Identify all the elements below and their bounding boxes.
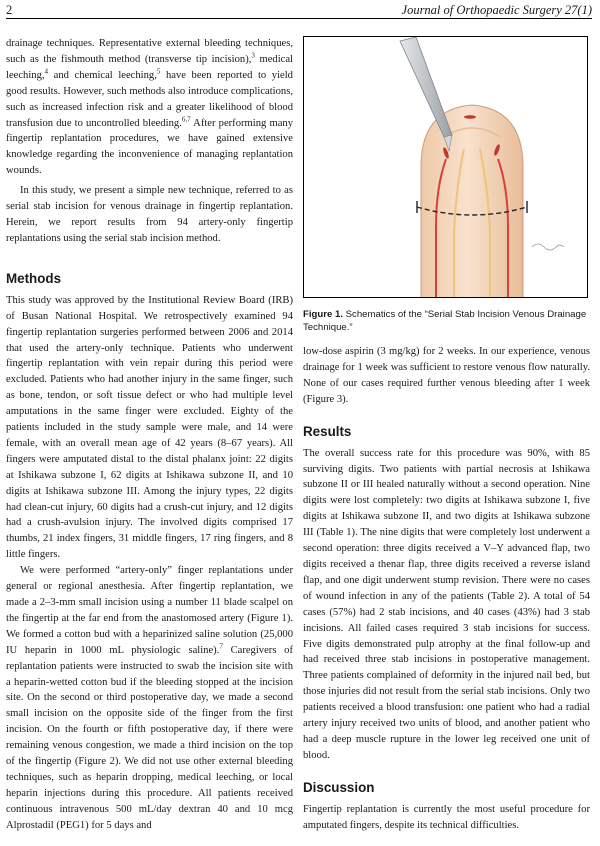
scalpel-icon xyxy=(400,37,452,151)
methods-paragraph-2 xyxy=(6,563,293,833)
discussion-heading: Discussion xyxy=(303,779,375,795)
finger-schematic-illustration xyxy=(304,37,588,298)
intro-paragraph-1 xyxy=(6,36,293,179)
citation-superscript: 4 xyxy=(44,67,49,76)
citation-superscript: 3 xyxy=(251,51,255,60)
text-segment: After performing many fingertip replantation procedures, we have gained extensive knowledge regarding the inconvenience of managing replantation wounds. xyxy=(6,117,293,177)
citation-superscript: 6,7 xyxy=(181,115,191,123)
results-paragraph-1: The overall success rate for this procedure was 90%, with 85 surviving digits. Two patients with partial necrosis at Ishikawa subzone II or III healed naturally without a second operation. Nine digits were lost completely: two digits at Ishikawa subzone I, five digits at Ishikawa subzone II, and two digits at Ishikawa subzone III (Table 1). The nine digits that were completely lost underwent a second operation: three digits received a V–Y advanced flap, two digits received a thenar flap, three digits received a reverse island flap, and one digit underwent stump revision. There were no cases of wound infection in any of the patients (Table 2). A total of 54 cases (57%) had 2 stab incisions, and 40 cases (43%) had 3 stab incisions. All failed cases required 3 stab incisions for success. Five digits demonstrated pulp atrophy at the final follow-up and had received three stab incisions in postoperative management. Three patients complained of deformity in the injured nail bed, but those injuries did not result from the serial stab incisions. Only two patients received a blood transfusion: one patient who had a radial artery injury received two units of blood, and another patient who had a deep muscle rupture in the lower leg received one unit of blood. xyxy=(303,447,590,761)
page-number: 2 xyxy=(6,3,13,17)
methods-paragraph-1: This study was approved by the Institutional Review Board (IRB) of Busan National Hospital. We retrospectively examined 94 fingertip replantation surgeries performed between 2006 and 2014 that used the artery-only technique. Patients who underwent fingertip replantation with vein repair during this period were excluded. Patients who had another injury in the same finger, such as bone, tendon, or soft tissue defect or who had multiple level amputations in the same finger were excluded. Eighty of the patients included in the study sample were male, and 14 were female, with an overall mean age of 42 years (8–67 years). All fingers were amputated distal to the distal phalanx joint: 22 digits at Ishikawa subzone I, 62 digits at Ishikawa subzone II, and 10 digits at Ishikawa subzone III. Among the injury types, 22 digits had clean-cut injury, 60 digits had a crush-cut injury, and 12 digits had a crush-avulsion injury. The involved digits comprised 17 thumbs, 21 index fingers, 31 middle fingers, 17 ring fingers, and 8 little fingers. xyxy=(6,294,293,561)
text-segment: drainage techniques. Representative external bleeding techniques, such as the fishmouth method (transverse tip incision), xyxy=(6,38,293,65)
figure-caption-text: Schematics of the “Serial Stab Incision Venous Drainage Technique.” xyxy=(303,309,587,333)
figure-label: Figure 1. xyxy=(303,309,343,320)
running-header xyxy=(6,0,592,19)
left-column xyxy=(6,36,293,834)
figure-1 xyxy=(303,36,588,298)
text-segment: We were performed “artery-only” finger replantations under general or regional anesthesia. After fingertip replantation, we made a 2–3-mm small incision using a number 11 blade scalpel on the fingertip at the far end from the anastomosed artery (Figure 1). We formed a cotton bud with a heparinized saline solution (25,000 IU heparin in 1000 mL physiologic saline). xyxy=(6,565,293,656)
citation-superscript: 7 xyxy=(219,642,223,651)
text-segment: Caregivers of replantation patients were instructed to swab the incision site with a heparin-wetted cotton bud if the bleeding stopped at the incision site. On the second or third postoperative day, we made a second small incision on the opposite side of the finger from the first incision. On the fourth or fifth postoperative day, if there were remaining venous congestion, we made a third incision on the top of the fingertip (Figure 2). We did not use other external bleeding techniques, such as heparin dropping, medical leeching, or local heparin injections during this procedure. All patients received continuous intravenous 500 mL/day dextran 40 and 10 mcg Alprostadil (PEG1) for 5 days and xyxy=(6,644,293,831)
figure-1-caption xyxy=(303,308,590,334)
text-segment: have been reported to yield good results. However, such methods also introduce complications, such as increased infection risk and a greater likelihood of blood transfusion due to uncontrolled bleeding. xyxy=(6,69,293,129)
citation-superscript: 5 xyxy=(156,67,161,76)
discussion-paragraph-1: Fingertip replantation is currently the most useful procedure for amputated fingers, despite its technical difficulties. xyxy=(303,803,590,831)
text-segment: and chemical leeching, xyxy=(48,69,157,81)
results-heading: Results xyxy=(303,423,352,439)
stab-incision-3 xyxy=(464,115,476,119)
right-column xyxy=(303,36,590,834)
text-segment: medical leeching, xyxy=(6,53,294,81)
methods-continued-paragraph: low-dose aspirin (3 mg/kg) for 2 weeks. In our experience, venous drainage for 1 week was sufficient to restore venous flow naturally. None of our cases required further venous bleeding after 1 week (Figure 3). xyxy=(303,346,590,405)
journal-title: Journal of Orthopaedic Surgery 27(1) xyxy=(401,3,592,17)
methods-heading: Methods xyxy=(6,270,62,286)
intro-paragraph-2: In this study, we present a simple new technique, referred to as serial stab incision for venous drainage in fingertip replantation. Herein, we report results from 94 artery-only fingertip replantations using the serial stab incision method. xyxy=(6,185,293,244)
